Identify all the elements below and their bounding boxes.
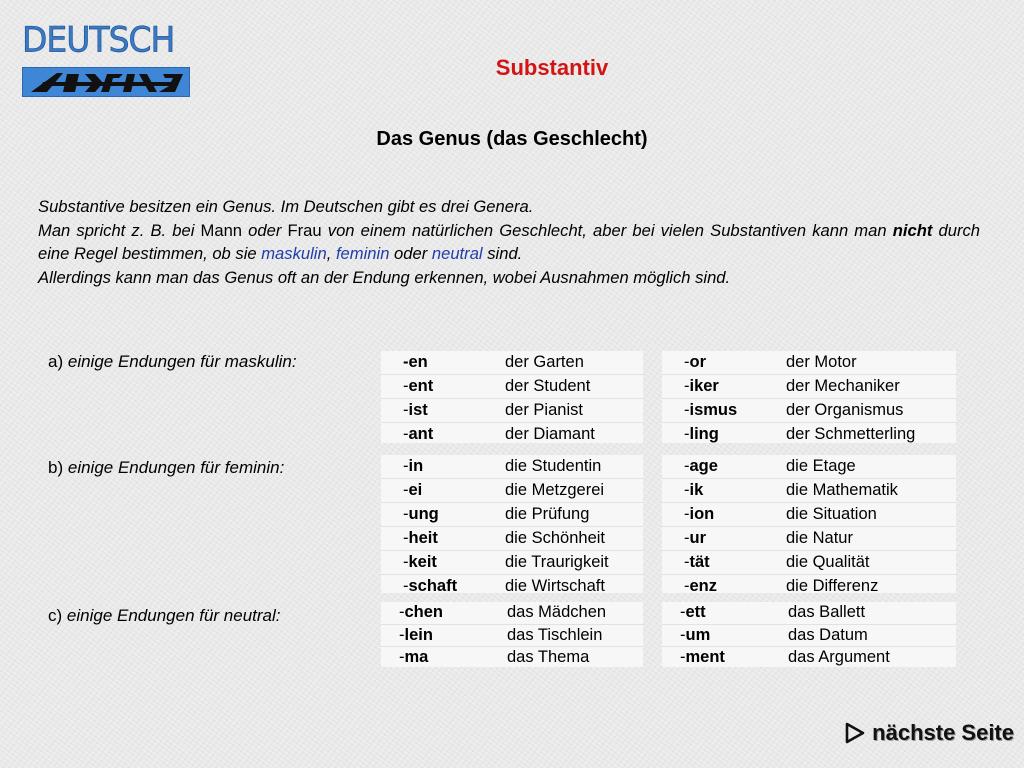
example-word: die Situation [786,505,877,523]
example-word: die Wirtschaft [505,577,605,595]
suffix: tät [689,553,710,571]
example-word: die Prüfung [505,505,590,523]
intro-text-segment: , [326,244,336,263]
table-row [662,375,956,399]
suffix: en [408,353,428,371]
table-row [381,625,643,648]
intro-word-neutral: neutral [431,244,483,263]
intro-text-segment: oder [242,220,288,240]
suffix-dash: - [403,505,409,523]
category-text: einige Endungen für maskulin: [67,352,297,371]
suffix: ment [685,648,725,666]
suffix: ik [689,481,704,499]
table-row [381,351,643,375]
suffix-dash: - [684,401,690,419]
suffix-dash: - [403,425,409,443]
suffix-dash: - [403,481,409,499]
intro-text-segment: sind. [482,244,523,263]
suffix: age [689,457,718,475]
table-row [381,479,643,503]
page-title: Substantiv [495,55,609,80]
suffix-dash: - [403,377,409,395]
table-row [662,503,956,527]
suffix-dash: - [680,625,686,644]
intro-line-1: Substantive besitzen ein Genus. Im Deutschen gibt es drei Genera. [38,197,534,216]
example-word: das Thema [507,648,590,666]
example-word: die Differenz [786,577,879,595]
suffix: or [689,353,706,371]
table-row [381,375,643,399]
category-text: einige Endungen für neutral: [66,606,281,625]
intro-text-segment: durch eine Regel bestimmen, ob sie [38,220,980,263]
play-triangle-icon [844,722,866,744]
table-row [381,399,643,423]
table-row [381,527,643,551]
intro-text-segment: von einem natürlichen Geschlecht, aber bei vielen Substantiven kann man [321,220,893,240]
suffix: enz [689,577,718,595]
suffix: um [685,625,711,644]
next-page-button[interactable] [844,720,1014,746]
suffix-dash: - [403,529,409,547]
suffix: chen [404,603,444,621]
category-text: einige Endungen für feminin: [67,458,285,477]
example-word: der Mechaniker [786,377,900,395]
example-word: der Schmetterling [786,425,916,443]
intro-line-3: Allerdings kann man das Genus oft an der Endung erkennen, wobei Ausnahmen möglich sind. [38,267,731,287]
endings-table-feminin-left [381,455,643,593]
page-subtitle: Das Genus (das Geschlecht) [376,128,648,150]
example-word: die Metzgerei [505,481,605,499]
example-word: der Pianist [505,401,583,419]
category-label-maskulin [48,352,297,372]
example-word: die Natur [786,529,853,547]
suffix-dash: - [684,529,690,547]
table-row [381,503,643,527]
example-word: das Argument [788,648,890,666]
intro-text-segment: Man spricht z. B. bei [38,220,201,240]
logo-word: DEUTSCH [22,19,175,60]
suffix-dash: - [684,457,690,475]
table-row [662,647,956,669]
example-word: der Diamant [505,425,595,443]
table-row [381,423,643,446]
suffix: ung [408,505,439,523]
endings-table-maskulin-left [381,351,643,443]
suffix: ist [408,401,428,419]
example-word: der Student [505,377,591,395]
table-row [381,647,643,669]
category-label-feminin [48,458,284,478]
endings-table-neutral-right [662,602,956,667]
suffix-dash: - [684,553,690,571]
table-row [662,399,956,423]
suffix: ling [689,425,719,443]
table-row [381,551,643,575]
example-word: die Mathematik [786,481,898,499]
table-row [662,423,956,446]
intro-line-2 [38,219,980,266]
suffix-dash: - [399,625,405,644]
intro-word-nicht: nicht [892,220,933,240]
suffix: ei [408,481,423,499]
suffix: heit [408,529,438,547]
suffix-dash: - [403,457,409,475]
category-letter: c) [48,606,63,625]
intro-text [38,195,980,289]
table-row [662,602,956,625]
intro-text-segment: oder [389,244,432,263]
endings-table-maskulin-right [662,351,956,443]
example-word: das Datum [788,625,868,644]
suffix-dash: - [684,377,690,395]
table-row [662,455,956,479]
next-page-label: nächste Seite [872,720,1014,745]
suffix: ett [685,603,706,621]
example-word: die Schönheit [505,529,605,547]
example-word: der Motor [786,353,857,371]
suffix-dash: - [403,401,409,419]
category-label-neutral [48,606,281,626]
suffix-dash: - [399,603,405,621]
suffix: ion [689,505,715,523]
example-word: die Studentin [505,457,602,475]
suffix: ismus [689,401,738,419]
suffix-dash: - [403,353,409,371]
table-row [381,575,643,598]
suffix-dash: - [403,577,409,595]
example-word: das Mädchen [507,603,607,621]
suffix: ant [408,425,434,443]
table-row [662,479,956,503]
intro-word-mann: Mann [200,220,243,240]
suffix: lein [404,625,433,644]
suffix-dash: - [680,603,686,621]
table-row [662,575,956,598]
example-word: die Traurigkeit [505,553,609,571]
example-word: das Tischlein [507,625,603,644]
suffix: ent [408,377,434,395]
intro-word-maskulin: maskulin [261,244,327,263]
suffix: ma [404,648,429,666]
table-row [662,351,956,375]
example-word: der Organismus [786,401,904,419]
intro-word-feminin: feminin [335,244,390,263]
suffix-dash: - [684,481,690,499]
suffix-dash: - [684,577,690,595]
suffix: iker [689,377,719,395]
suffix-dash: - [684,353,690,371]
suffix: schaft [408,577,458,595]
suffix: keit [408,553,437,571]
table-row [381,455,643,479]
suffix-dash: - [684,505,690,523]
table-row [662,625,956,648]
suffix-dash: - [680,648,686,666]
example-word: die Etage [786,457,856,475]
suffix-dash: - [399,648,405,666]
intro-word-frau: Frau [287,220,322,240]
suffix: ur [689,529,706,547]
example-word: der Garten [505,353,584,371]
suffix-dash: - [403,553,409,571]
endings-table-neutral-left [381,602,643,667]
table-row [662,551,956,575]
endings-table-feminin-right [662,455,956,593]
example-word: die Qualität [786,553,870,571]
table-row [381,602,643,625]
table-row [662,527,956,551]
suffix-dash: - [684,425,690,443]
example-word: das Ballett [788,603,866,621]
category-letter: a) [48,352,64,371]
suffix: in [408,457,424,475]
category-letter: b) [48,458,64,477]
